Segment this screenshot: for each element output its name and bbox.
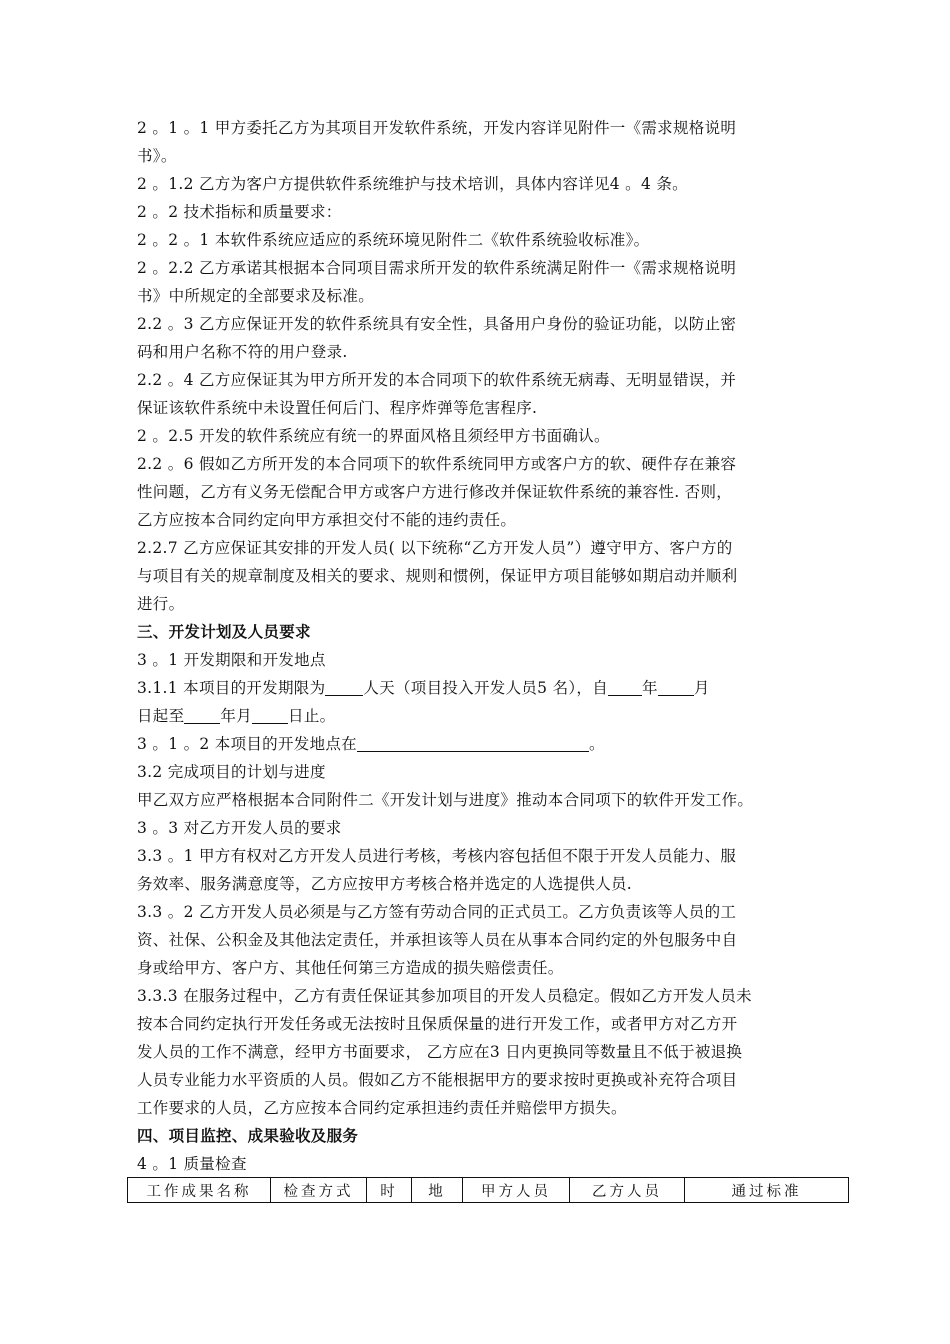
paragraph-3-3-2 — [137, 898, 822, 982]
text-line — [137, 674, 822, 702]
text-line: 与项目有关的规章制度及相关的要求、规则和惯例，保证甲方项目能够如期启动并顺利 — [137, 567, 738, 585]
text-line: 3.3 。2 乙方开发人员必须是与乙方签有劳动合同的正式员工。乙方负责该等人员的工 — [137, 903, 737, 921]
item-3-3: 3 。3 对乙方开发人员的要求 — [137, 819, 342, 837]
section-4-heading: 四、项目监控、成果验收及服务 — [137, 1126, 359, 1145]
text-line — [137, 702, 822, 730]
item-3-1-1 — [137, 674, 822, 730]
item-3-1-1-end: 日止。 — [288, 707, 336, 725]
text-line: 3.3.3 在服务过程中，乙方有责任保证其参加项目的开发人员稳定。假如乙方开发人员未 — [137, 987, 752, 1005]
paragraph-3-3-3 — [137, 982, 822, 1122]
paragraph-2-2-7 — [137, 534, 822, 618]
paragraph-2-2-5 — [137, 422, 822, 450]
blank-start-month — [658, 677, 694, 696]
text-line: 2 。2.2 乙方承诺其根据本合同项目需求所开发的软件系统满足附件一《需求规格说明 — [137, 259, 737, 277]
item-3-1-1-prefix: 3.1.1 本项目的开发期限为 — [137, 679, 326, 697]
paragraph-2-2-2 — [137, 254, 822, 310]
text-line: 2 。2 技术指标和质量要求： — [137, 203, 342, 221]
paragraph-2-2 — [137, 198, 822, 226]
item-3-2-text: 甲乙双方应严格根据本合同附件二《开发计划与进度》推动本合同项下的软件开发工作。 — [137, 791, 754, 809]
contract-page — [137, 114, 822, 1178]
item-3-1-1-end-ym: 年月 — [220, 707, 253, 725]
text-line: 2.2 。3 乙方应保证开发的软件系统具有安全性，具备用户身份的验证功能，以防止密 — [137, 315, 737, 333]
item-3-1-1-text: 人天（项目投入开发人员5 名），自 — [363, 679, 609, 697]
text-line: 资、社保、公积金及其他法定责任，并承担该等人员在从事本合同约定的外包服务中自 — [137, 931, 738, 949]
header-pass-standard: 通过标准 — [685, 1178, 849, 1203]
item-3-1: 3 。1 开发期限和开发地点 — [137, 651, 326, 669]
header-check-method: 检查方式 — [271, 1178, 367, 1203]
blank-days — [325, 677, 363, 696]
header-party-b-staff: 乙方人员 — [570, 1178, 685, 1203]
text-line: 码和用户名称不符的用户登录. — [137, 343, 348, 361]
text-line: 工作要求的人员，乙方应按本合同约定承担违约责任并赔偿甲方损失。 — [137, 1099, 627, 1117]
blank-end-day — [252, 705, 288, 724]
text-line: 2.2 。6 假如乙方所开发的本合同项下的软件系统同甲方或客户方的软、硬件存在兼容 — [137, 455, 737, 473]
text-line: 人员专业能力水平资质的人员。假如乙方不能根据甲方的要求按时更换或补充符合项目 — [137, 1071, 738, 1089]
text-line: 2 。2 。1 本软件系统应适应的系统环境见附件二《软件系统验收标准》。 — [137, 231, 650, 249]
paragraph-2-2-6 — [137, 450, 822, 534]
paragraph-3-3-1 — [137, 842, 822, 898]
paragraph-2-2-1 — [137, 226, 822, 254]
paragraph-2-1-2 — [137, 170, 822, 198]
paragraph-2-2-4 — [137, 366, 822, 422]
item-4-1: 4 。1 质量检查 — [137, 1155, 247, 1173]
text-line: 3.3 。1 甲方有权对乙方开发人员进行考核，考核内容包括但不限于开发人员能力、服 — [137, 847, 737, 865]
text-line: 2.2.7 乙方应保证其安排的开发人员( 以下统称“乙方开发人员”）遵守甲方、客户方的 — [137, 539, 733, 557]
text-line: 进行。 — [137, 595, 185, 613]
text-line: 乙方应按本合同约定向甲方承担交付不能的违约责任。 — [137, 511, 517, 529]
header-place: 地 — [412, 1178, 463, 1203]
text-line: 2.2 。4 乙方应保证其为甲方所开发的本合同项下的软件系统无病毒、无明显错误，并 — [137, 371, 737, 389]
text-line: 按本合同约定执行开发任务或无法按时且保质保量的进行开发工作，或者甲方对乙方开 — [137, 1015, 738, 1033]
text-line: 书》中所规定的全部要求及标准。 — [137, 287, 375, 305]
blank-start-year — [608, 677, 642, 696]
header-time: 时 — [367, 1178, 412, 1203]
item-3-1-1-year: 年 — [642, 679, 658, 697]
paragraph-2-1-1 — [137, 114, 822, 170]
blank-start-day — [184, 705, 220, 724]
table-header-row — [128, 1178, 849, 1203]
section-3-heading: 三、开发计划及人员要求 — [137, 622, 311, 641]
text-line: 2 。2.5 开发的软件系统应有统一的界面风格且须经甲方书面确认。 — [137, 427, 610, 445]
item-3-1-2 — [137, 730, 822, 758]
text-line: 务效率、服务满意度等，乙方应按甲方考核合格并选定的人选提供人员. — [137, 875, 633, 893]
text-line: 发人员的工作不满意，经甲方书面要求， 乙方应在3 日内更换同等数量且不低于被退换 — [137, 1043, 743, 1061]
text-line: 保证该软件系统中未设置任何后门、程序炸弹等危害程序. — [137, 399, 538, 417]
text-line: 性问题，乙方有义务无偿配合甲方或客户方进行修改并保证软件系统的兼容性. 否则， — [137, 483, 733, 501]
text-line: 书》。 — [137, 147, 177, 165]
item-3-1-1-month: 月 — [693, 679, 710, 697]
item-3-1-2-suffix: 。 — [588, 735, 605, 753]
text-line: 身或给甲方、客户方、其他任何第三方造成的损失赔偿责任。 — [137, 959, 564, 977]
header-work-result: 工作成果名称 — [128, 1178, 271, 1203]
text-line: 2 。1.2 乙方为客户方提供软件系统维护与技术培训，具体内容详见4 。4 条。 — [137, 175, 688, 193]
paragraph-2-2-3 — [137, 310, 822, 366]
text-line: 2 。1 。1 甲方委托乙方为其项目开发软件系统，开发内容详见附件一《需求规格说明 — [137, 119, 737, 137]
item-3-1-2-prefix: 3 。1 。2 本项目的开发地点在 — [137, 735, 357, 753]
quality-check-table — [127, 1177, 849, 1203]
item-3-1-1-from-day: 日起至 — [137, 707, 185, 725]
blank-location — [357, 733, 589, 752]
item-3-2: 3.2 完成项目的计划与进度 — [137, 763, 326, 781]
header-party-a-staff: 甲方人员 — [463, 1178, 570, 1203]
